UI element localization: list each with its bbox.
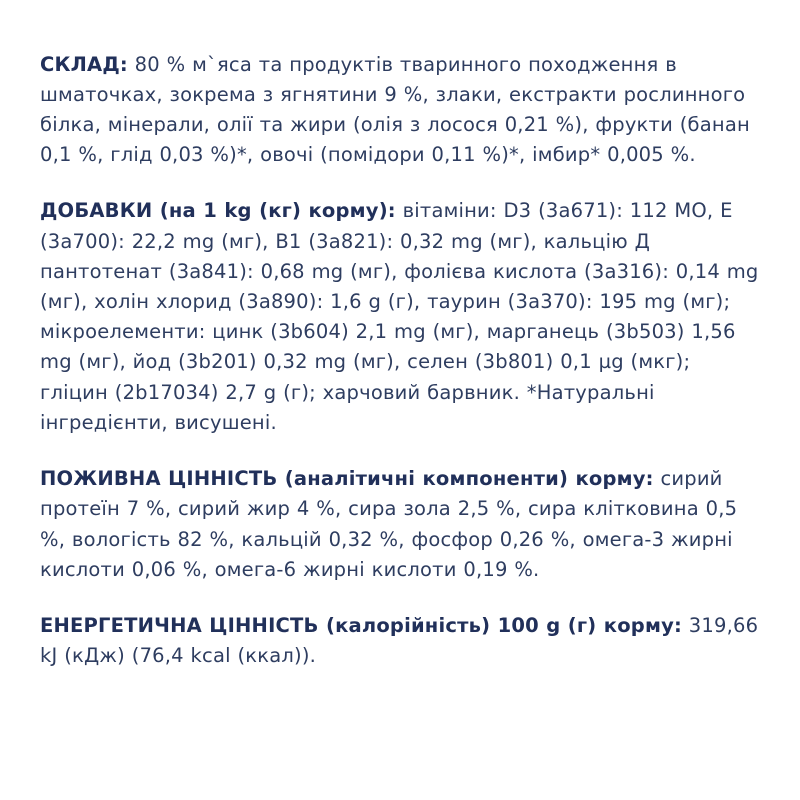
energy-text: 319,66 kJ (кДж) (76,4 kcal (ккал)). (40, 614, 759, 668)
additives-paragraph (40, 196, 760, 438)
nutrition-text: сирий протеїн 7 %, сирий жир 4 %, сира зола 2,5 %, сира клітковина 0,5 %, вологість 82 %, кальцій 0,32 %, фосфор 0,26 %, омега-3 жирні кислоти 0,06 %, омега-6 жирні кислоти 0,19 %. (40, 467, 738, 581)
section-additives (40, 196, 760, 438)
nutrition-label: ПОЖИВНА ЦІННІСТЬ (аналітичні компоненти) корму: (40, 467, 654, 491)
composition-text: 80 % м`яса та продуктів тваринного походження в шматочках, зокрема з ягнятини 9 %, злаки, екстракти рослинного білка, мінерали, олії та жири (олія з лосося 0,21 %), фрукти (банан 0,1 %, глід 0,03 %)*, овочі (помідори 0,11 %)*, імбир* 0,005 %. (40, 52, 750, 167)
additives-text: вітаміни: D3 (3a671): 112 МО, E (3a700): 22,2 mg (мг), B1 (3a821): 0,32 mg (мг), кальцію Д пантотенат (3a841): 0,68 mg (мг), фолієва кислота (3a316): 0,14 mg (мг), холін хлорид (3a890): 1,6 g (г), таурин (3a370): 195 mg (мг); мікроелементи: цинк (3b604) 2,1 mg (мг), марганець (3b503) 1,56 mg (мг), йод (3b201) 0,32 mg (мг), селен (3b801) 0,1 µg (мкг); гліцин (2b17034) 2,7 g (г); харчовий барвник. *Натуральні інгредієнти, висушені. (40, 199, 759, 434)
composition-paragraph (40, 50, 760, 171)
section-nutritional-value (40, 464, 760, 585)
section-energy-value (40, 611, 760, 671)
additives-label: ДОБАВКИ (на 1 kg (кг) корму): (40, 199, 396, 223)
nutrition-paragraph (40, 464, 760, 585)
section-composition (40, 50, 760, 171)
composition-label: СКЛАД: (40, 52, 128, 76)
energy-label: ЕНЕРГЕТИЧНА ЦІННІСТЬ (калорійність) 100 g (г) корму: (40, 614, 682, 637)
energy-paragraph (40, 611, 760, 671)
